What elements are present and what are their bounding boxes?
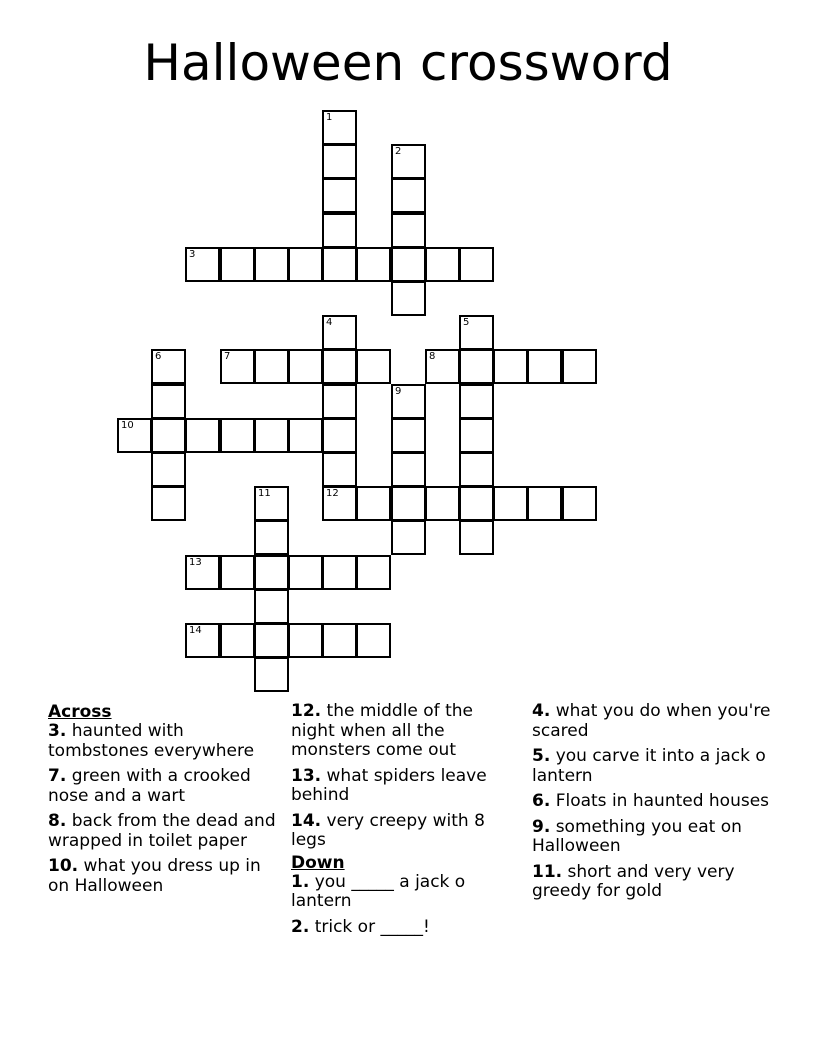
- grid-cell[interactable]: [459, 315, 494, 350]
- grid-cell[interactable]: [288, 418, 323, 453]
- grid-cell[interactable]: [356, 349, 391, 384]
- grid-cell[interactable]: [220, 418, 255, 453]
- clue-text: something you eat on Halloween: [532, 816, 742, 856]
- grid-cell[interactable]: [391, 281, 426, 316]
- grid-cell[interactable]: [527, 486, 562, 521]
- grid-cell[interactable]: [254, 623, 289, 658]
- grid-cell[interactable]: [322, 452, 357, 487]
- grid-cell[interactable]: [220, 623, 255, 658]
- cell-number: 3: [189, 249, 196, 260]
- grid-cell[interactable]: [322, 349, 357, 384]
- clue-across-13: [291, 767, 516, 806]
- grid-cell[interactable]: [220, 247, 255, 282]
- grid-cell[interactable]: [356, 486, 391, 521]
- clue-text: very creepy with 8 legs: [291, 810, 485, 850]
- grid-cell[interactable]: [356, 623, 391, 658]
- grid-cell[interactable]: [322, 384, 357, 419]
- cell-number: 7: [224, 351, 231, 362]
- grid-cell[interactable]: [151, 418, 186, 453]
- clue-number: 12.: [291, 701, 322, 721]
- clue-number: 3.: [48, 721, 67, 741]
- clue-text: Floats in haunted houses: [550, 791, 770, 811]
- cell-number: 1: [326, 112, 333, 123]
- clue-down-1: [291, 873, 516, 912]
- grid-cell[interactable]: [254, 520, 289, 555]
- grid-cell[interactable]: [391, 247, 426, 282]
- grid-cell[interactable]: [288, 247, 323, 282]
- cell-number: 5: [463, 317, 470, 328]
- clue-number: 6.: [532, 791, 551, 811]
- clue-text: what you do when you're scared: [532, 701, 771, 741]
- grid-cell[interactable]: [322, 144, 357, 179]
- clue-down-5: [532, 747, 772, 786]
- grid-cell[interactable]: [459, 384, 494, 419]
- grid-cell[interactable]: [254, 418, 289, 453]
- clue-number: 11.: [532, 861, 563, 882]
- cell-number: 2: [395, 146, 402, 157]
- clue-text: trick or _____!: [309, 916, 430, 937]
- clue-text: you carve it into a jack o lantern: [532, 746, 766, 786]
- grid-cell[interactable]: [356, 555, 391, 590]
- clue-across-3: [48, 722, 278, 761]
- grid-cell[interactable]: [562, 349, 597, 384]
- grid-cell[interactable]: [425, 247, 460, 282]
- grid-cell[interactable]: [288, 555, 323, 590]
- clue-number: 1.: [291, 871, 310, 892]
- down-heading: Down: [291, 852, 345, 873]
- grid-cell[interactable]: [254, 589, 289, 624]
- clue-across-12: [291, 702, 516, 761]
- clue-text: what you dress up in on Halloween: [48, 856, 261, 896]
- grid-cell[interactable]: [322, 623, 357, 658]
- grid-cell[interactable]: [254, 349, 289, 384]
- grid-cell[interactable]: [322, 247, 357, 282]
- grid-cell[interactable]: [493, 349, 528, 384]
- clue-number: 2.: [291, 916, 310, 937]
- clue-number: 5.: [532, 746, 551, 766]
- cell-number: 13: [189, 557, 202, 568]
- grid-cell[interactable]: [254, 247, 289, 282]
- clue-text: you _____ a jack o lantern: [291, 871, 466, 911]
- grid-cell[interactable]: [459, 520, 494, 555]
- grid-cell[interactable]: [254, 657, 289, 692]
- clue-across-10: [48, 857, 278, 896]
- cell-number: 11: [258, 488, 271, 499]
- grid-cell[interactable]: [151, 384, 186, 419]
- clue-across-14: [291, 812, 516, 851]
- grid-cell[interactable]: [322, 486, 357, 521]
- clue-number: 8.: [48, 811, 67, 831]
- cell-number: 14: [189, 625, 202, 636]
- grid-cell[interactable]: [185, 247, 220, 282]
- grid-cell[interactable]: [391, 418, 426, 453]
- grid-cell[interactable]: [185, 555, 220, 590]
- grid-cell[interactable]: [185, 418, 220, 453]
- grid-cell[interactable]: [391, 178, 426, 213]
- cell-number: 4: [326, 317, 333, 328]
- grid-cell[interactable]: [322, 555, 357, 590]
- cell-number: 12: [326, 488, 339, 499]
- grid-cell[interactable]: [391, 452, 426, 487]
- clue-text: what spiders leave behind: [291, 765, 487, 805]
- grid-cell[interactable]: [459, 418, 494, 453]
- grid-cell[interactable]: [356, 247, 391, 282]
- clue-down-2: [291, 918, 516, 938]
- clues-column-3: [532, 702, 772, 908]
- clue-number: 4.: [532, 701, 551, 721]
- grid-cell[interactable]: [185, 623, 220, 658]
- clues-column-1: [48, 702, 278, 902]
- clue-across-7: [48, 767, 278, 806]
- clue-down-4: [532, 702, 772, 741]
- clue-down-6: [532, 792, 772, 812]
- grid-cell[interactable]: [322, 110, 357, 145]
- grid-cell[interactable]: [391, 144, 426, 179]
- grid-cell[interactable]: [459, 349, 494, 384]
- clue-down-11: [532, 863, 772, 902]
- clue-text: haunted with tombstones everywhere: [48, 721, 255, 761]
- grid-cell[interactable]: [459, 452, 494, 487]
- cell-number: 8: [429, 351, 436, 362]
- clue-down-9: [532, 818, 772, 857]
- grid-cell[interactable]: [322, 213, 357, 248]
- grid-cell[interactable]: [391, 520, 426, 555]
- cell-number: 6: [155, 351, 162, 362]
- grid-cell[interactable]: [117, 418, 152, 453]
- grid-cell[interactable]: [322, 315, 357, 350]
- grid-cell[interactable]: [391, 384, 426, 419]
- page-title: Halloween crossword: [143, 34, 673, 92]
- clue-number: 7.: [48, 766, 67, 786]
- grid-cell[interactable]: [322, 178, 357, 213]
- clue-text: back from the dead and wrapped in toilet paper: [48, 811, 276, 851]
- grid-cell[interactable]: [151, 349, 186, 384]
- clue-text: the middle of the night when all the monsters come out: [291, 701, 473, 760]
- grid-cell[interactable]: [288, 623, 323, 658]
- grid-cell[interactable]: [151, 486, 186, 521]
- grid-cell[interactable]: [425, 349, 460, 384]
- clue-text: green with a crooked nose and a wart: [48, 766, 251, 806]
- grid-cell[interactable]: [562, 486, 597, 521]
- clue-number: 9.: [532, 816, 551, 837]
- grid-cell[interactable]: [493, 486, 528, 521]
- clue-number: 10.: [48, 856, 79, 876]
- grid-cell[interactable]: [254, 555, 289, 590]
- grid-cell[interactable]: [459, 247, 494, 282]
- grid-cell[interactable]: [322, 418, 357, 453]
- clues-column-2: [291, 702, 516, 943]
- grid-cell[interactable]: [220, 555, 255, 590]
- grid-cell[interactable]: [254, 486, 289, 521]
- clue-number: 14.: [291, 810, 322, 831]
- grid-cell[interactable]: [288, 349, 323, 384]
- grid-cell[interactable]: [527, 349, 562, 384]
- clue-across-8: [48, 812, 278, 851]
- grid-cell[interactable]: [220, 349, 255, 384]
- grid-cell[interactable]: [391, 486, 426, 521]
- grid-cell[interactable]: [425, 486, 460, 521]
- cell-number: 9: [395, 386, 402, 397]
- clue-number: 13.: [291, 765, 322, 786]
- grid-cell[interactable]: [391, 213, 426, 248]
- across-heading: Across: [48, 702, 112, 722]
- grid-cell[interactable]: [459, 486, 494, 521]
- clue-text: short and very very greedy for gold: [532, 861, 735, 901]
- cell-number: 10: [121, 420, 134, 431]
- grid-cell[interactable]: [151, 452, 186, 487]
